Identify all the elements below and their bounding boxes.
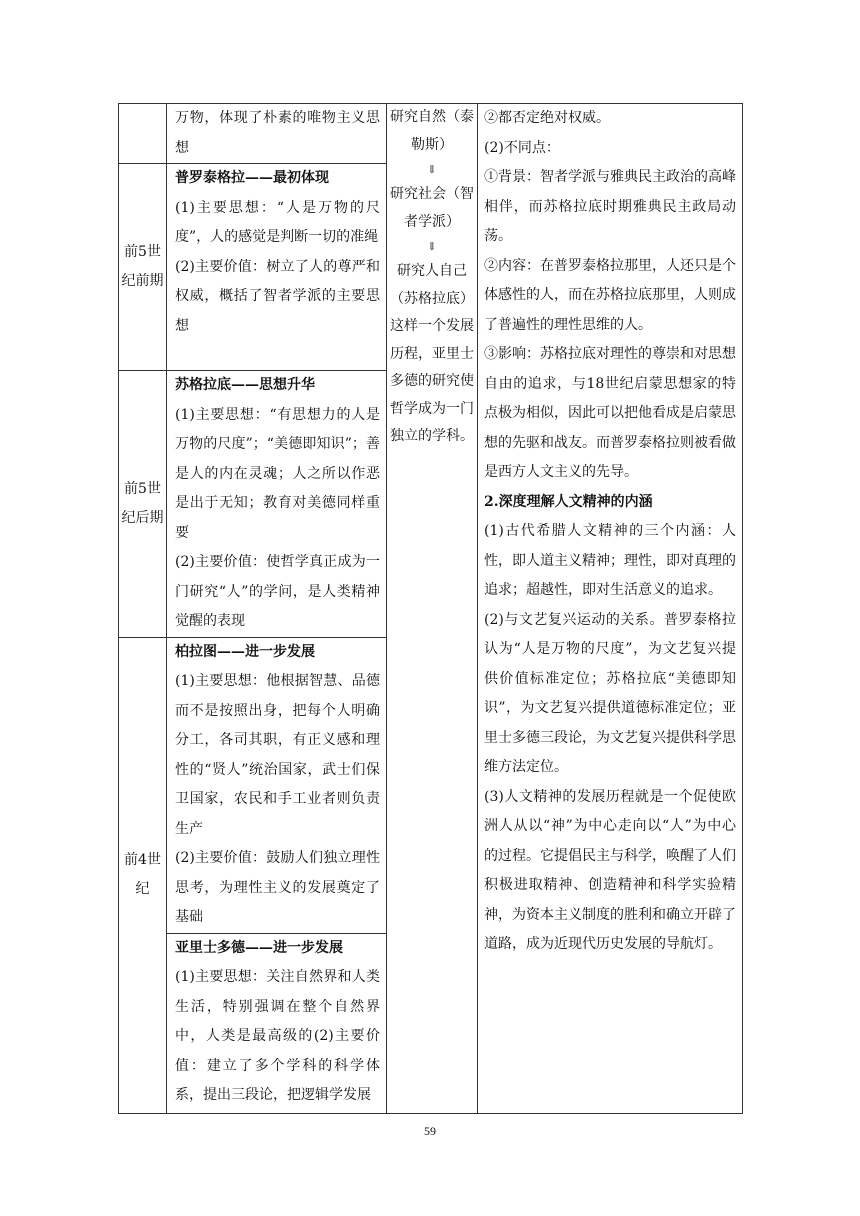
analysis-column — [478, 104, 743, 1114]
stage-society: 研究社会（智者学派） — [390, 186, 474, 230]
analysis-p9: (3)人文精神的发展历程就是一个促使欧洲人从以“神”为中心走向以“人”为中心的过程。它提倡民主与科学，唤醒了人们积极进取精神、创造精神和科学实验精神，为资本主义制度的胜利和确立开辟了道路，成为近现代历史发展的导航灯。 — [484, 788, 736, 952]
protagoras-thought: (1)主要思想：“人是万物的尺度”，人的感觉是判断一切的准绳 — [175, 199, 380, 245]
analysis-p4: ②内容：在普罗泰格拉那里，人还只是个体感性的人，而在苏格拉底那里，人则成了普遍性的理性思维的人。 — [484, 257, 736, 333]
analysis-p3: ①背景：智者学派与雅典民主政治的高峰相伴，而苏格拉底时期雅典民主政局动荡。 — [484, 169, 736, 244]
aristotle-cell — [167, 933, 387, 1113]
analysis-p8: (2)与文艺复兴运动的关系。普罗泰格拉认为“人是万物的尺度”，为文艺复兴提供价值标准定位；苏格拉底“美德即知识”，为文艺复兴提供道德标准定位；亚里士多德三段论，为文艺复兴提供科学思维方法定位。 — [484, 611, 736, 775]
socrates-thought: (1)主要思想：“有思想力的人是万物的尺度”；“美德即知识”；善是人的内在灵魂；人之所以作恶是出于无知；教育对美德同样重要 — [175, 406, 380, 541]
row-continuation-cell — [167, 104, 387, 164]
down-arrow-icon: ⇓ — [427, 163, 437, 176]
socrates-value: (2)主要价值：使哲学真正成为一门研究“人”的学问，是人类精神觉醒的表现 — [175, 554, 380, 629]
section-heading: 2.深度理解人文精神的内涵 — [484, 493, 653, 510]
content-table — [118, 103, 743, 1114]
era-cell: 前5世纪前期 — [119, 164, 167, 371]
era-cell: 前4世纪 — [119, 637, 167, 1113]
era-cell: 前5世纪后期 — [119, 371, 167, 638]
analysis-p2: (2)不同点： — [484, 139, 560, 156]
stage-self: 研究人自己（苏格拉底） — [390, 263, 474, 307]
protagoras-heading: 普罗泰格拉——最初体现 — [175, 170, 329, 186]
plato-cell — [167, 637, 387, 933]
page-number: 59 — [424, 1124, 436, 1138]
down-arrow-icon: ⇓ — [427, 240, 437, 253]
socrates-heading: 苏格拉底——思想升华 — [175, 377, 315, 393]
analysis-p5: ③影响：苏格拉底对理性的尊崇和对思想自由的追求，与18世纪启蒙思想家的特点极为相似，因此可以把他看成是启蒙思想的先驱和战友。而普罗泰格拉则被看做是西方人文主义的先导。 — [484, 346, 736, 480]
development-column — [387, 104, 478, 1114]
plato-thought: (1)主要思想：他根据智慧、品德而不是按照出身，把每个人明确分工，各司其职，有正义感和理性的“贤人”统治国家，武士们保卫国家，农民和手工业者则负责生产 — [175, 673, 380, 837]
protagoras-cell — [167, 164, 387, 371]
era-cell-empty — [119, 104, 167, 164]
plato-heading: 柏拉图——进一步发展 — [175, 643, 315, 660]
analysis-p1: ②都否定绝对权威。 — [484, 110, 610, 126]
stage-nature: 研究自然（泰勒斯） — [390, 109, 474, 153]
analysis-p7: (1)古代希腊人文精神的三个内涵：人性，即人道主义精神；理性，即对真理的追求；超越性，即对生活意义的追求。 — [484, 523, 736, 598]
aristotle-heading: 亚里士多德——进一步发展 — [175, 939, 343, 956]
socrates-cell — [167, 371, 387, 638]
protagoras-value: (2)主要价值：树立了人的尊严和权威，概括了智者学派的主要思想 — [175, 258, 380, 334]
aristotle-thought: (1)主要思想：关注自然界和人类生活，特别强调在整个自然界中，人类是最高级的(2)主要价值：建立了多个学科的科学体系，提出三段论，把逻辑学发展 — [175, 969, 380, 1103]
development-conclusion: 这样一个发展历程，亚里士多德的研究使哲学成为一门独立的学科。 — [390, 318, 474, 444]
continuation-text: 万物，体现了朴素的唯物主义思想 — [175, 110, 380, 156]
plato-value: (2)主要价值：鼓励人们独立理性思考，为理性主义的发展奠定了基础 — [175, 850, 380, 925]
